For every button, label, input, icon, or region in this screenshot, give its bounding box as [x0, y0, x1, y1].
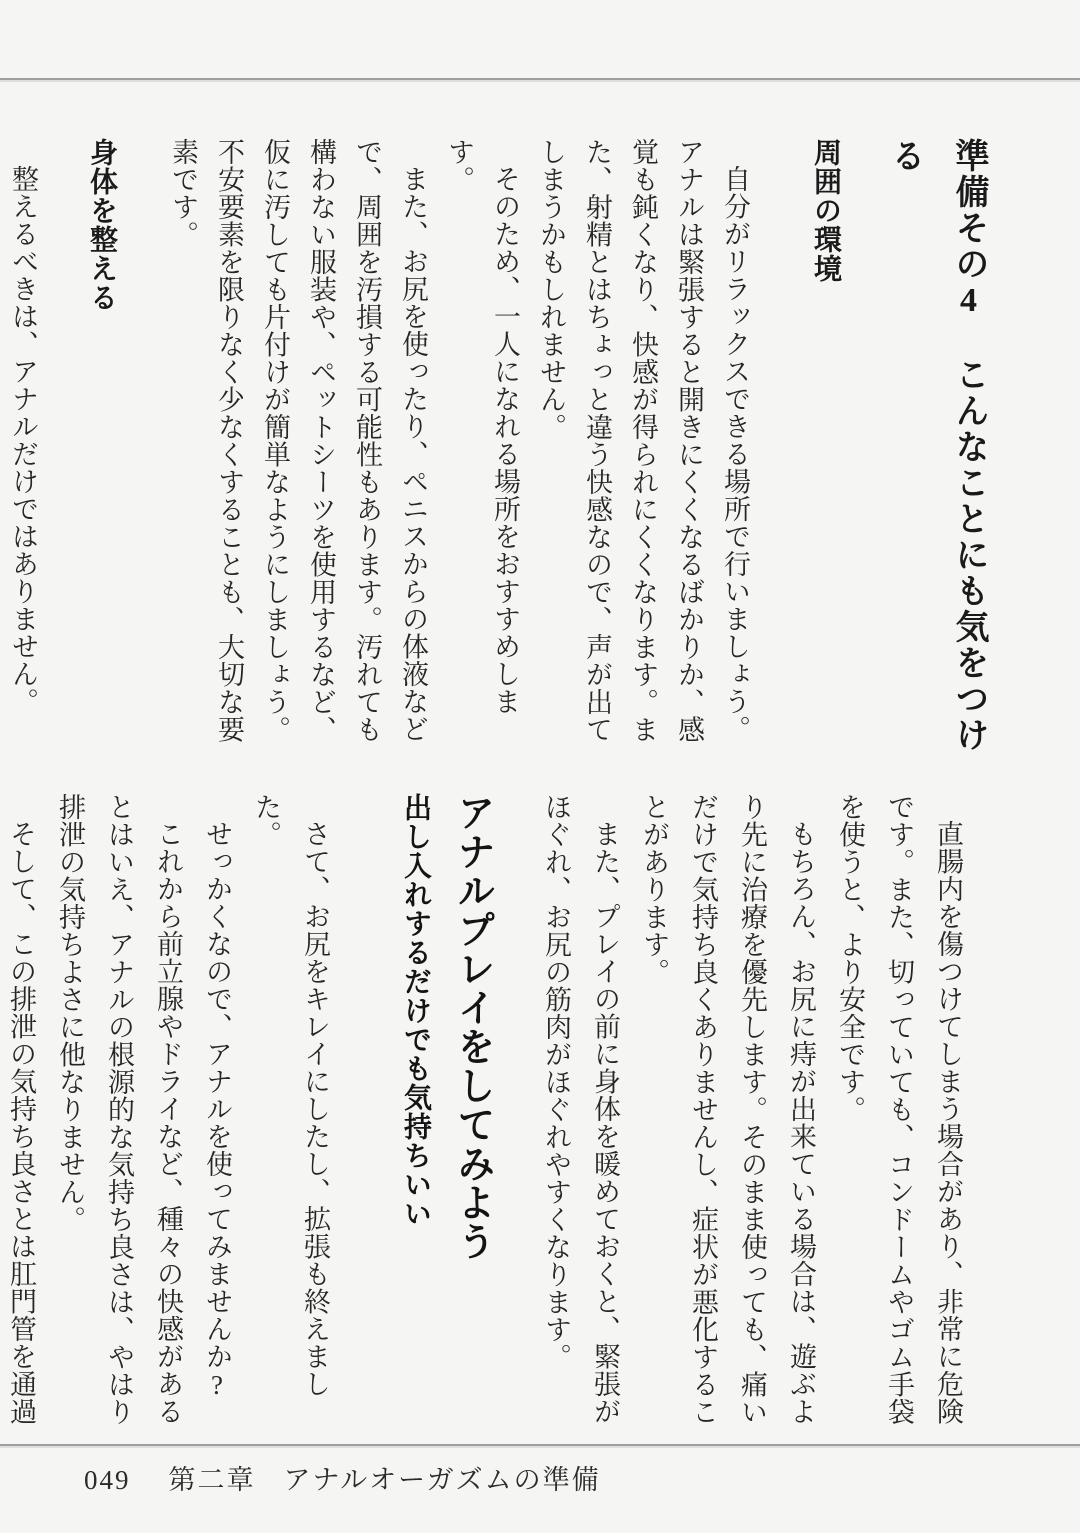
paragraph-anal-play-2: せっかくなので、アナルを使ってみませんか? — [202, 820, 232, 1401]
page-title: 準備その4 こんなことにも気をつける — [886, 138, 987, 753]
top-section — [0, 138, 1000, 763]
paragraph-anal-play-3: これから前立腺やドライなど、種々の快感があるとはいえ、アナルの根源的な気持ち良さは、やはり排泄の気持ちよさに他なりません。 — [55, 793, 183, 1426]
paragraph-anal-play-4: そして、この排泄の気持ち良さとは肛門管を通過 — [6, 820, 36, 1425]
heading-body-prep: 身体を整える — [86, 138, 117, 312]
top-divider — [0, 78, 1080, 80]
chapter-title: アナルオーガズムの準備 — [283, 1465, 601, 1495]
page-number: 049 — [84, 1465, 131, 1495]
paragraph-body-prep-1: 整えるべきは、アナルだけではありません。 — [8, 165, 38, 715]
paragraph-anal-play-1: さて、お尻をキレイにしたし、拡張も終えました。 — [251, 793, 330, 1398]
paragraph-environment-1: 自分がリラックスできる場所で行いましょう。アナルは緊張すると開きにくくなるばかりか、感覚も鈍くなり、快感が得られにくくなります。また、射精とはちょっと違う快感なので、声が出てしまうかもしれません。 — [536, 138, 750, 743]
page-footer — [84, 1458, 601, 1497]
paragraph-safety-3: また、プレイの前に身体を暖めておくと、緊張がほぐれ、お尻の筋肉がほぐれやすくなります。 — [541, 793, 620, 1425]
paragraph-safety-2: もちろん、お尻に痔が出来ている場合は、遊ぶより先に治療を優先します。そのまま使っても、痛いだけで気持ち良くありませんし、症状が悪化することがあります。 — [639, 793, 816, 1426]
chapter-label: 第二章 — [168, 1465, 256, 1495]
subheading-anal-play: 出し入れするだけでも気持ちいい — [400, 793, 431, 1228]
paragraph-environment-3: また、お尻を使ったり、ペニスからの体液などで、周囲を汚損する可能性もあります。汚れても構わない服装や、ペットシーツを使用するなど、仮に汚しても片付けが簡単なようにしましょう。不安要素を限りなく少なくすることも、大切な要素です。 — [168, 138, 428, 743]
paragraph-safety-1: 直腸内を傷つけてしまう場合があり、非常に危険です。また、切っていても、コンドームやゴム手袋を使うと、より安全です。 — [835, 793, 963, 1426]
heading-environment: 周囲の環境 — [810, 138, 841, 283]
bottom-divider — [0, 1444, 1080, 1446]
bottom-section — [0, 793, 972, 1438]
paragraph-environment-2: そのため、一人になれる場所をおすすめします。 — [444, 138, 520, 715]
heading-anal-play: アナルプレイをしてみよう — [451, 793, 493, 1261]
